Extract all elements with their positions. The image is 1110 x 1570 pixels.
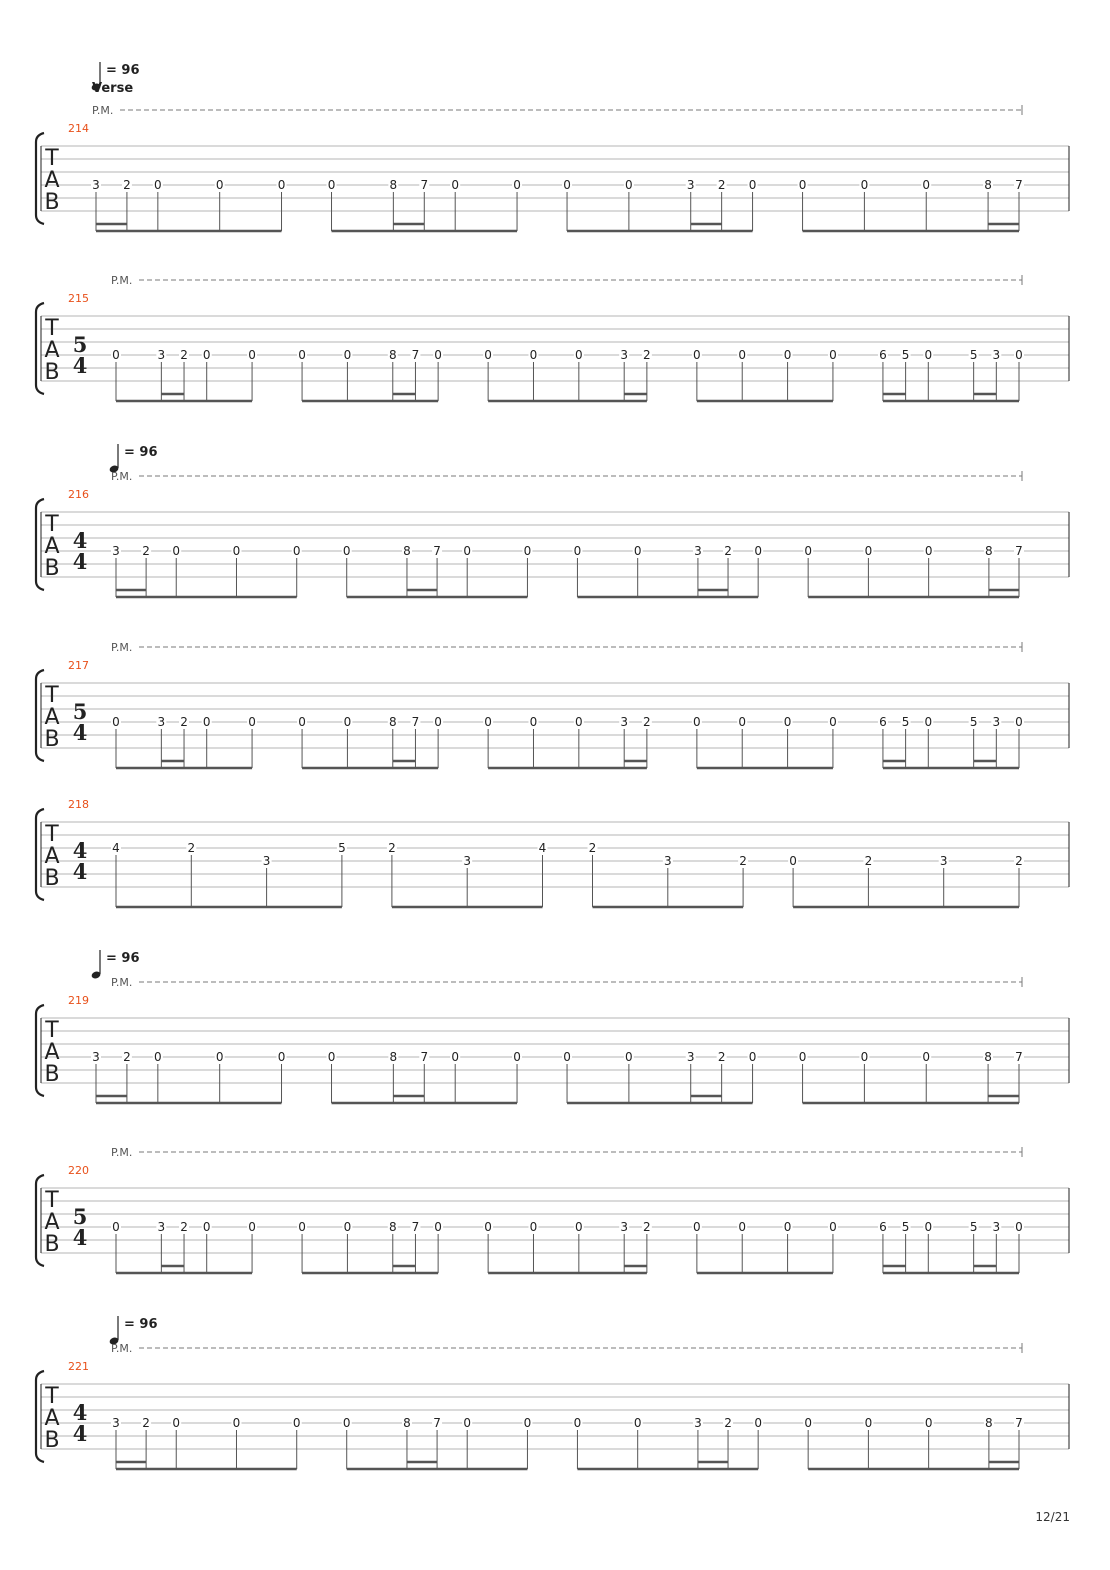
fret-number: 0 (864, 1416, 873, 1430)
fret-number: 0 (232, 1416, 241, 1430)
fret-number: 0 (563, 178, 571, 192)
fret-number: 0 (693, 715, 701, 729)
fret-number: 2 (588, 841, 597, 855)
tab-clef-letter: A (44, 1210, 60, 1235)
fret-number: 0 (625, 1050, 633, 1064)
fret-number: 0 (573, 544, 582, 558)
fret-number: 6 (879, 348, 887, 362)
system-bracket (36, 499, 44, 590)
fret-number: 2 (724, 544, 732, 558)
fret-number: 0 (924, 1416, 933, 1430)
fret-number: 2 (142, 544, 150, 558)
fret-number: 0 (924, 1220, 933, 1234)
fret-number: 3 (92, 1050, 100, 1064)
fret-number: 0 (625, 178, 633, 192)
fret-number: 0 (798, 178, 807, 192)
fret-number: 2 (180, 348, 188, 362)
bar-number: 217 (68, 659, 89, 672)
fret-number: 5 (901, 1220, 910, 1234)
fret-number: 2 (717, 1050, 726, 1064)
fret-number: 0 (343, 348, 352, 362)
palm-mute-label: P.M. (111, 976, 133, 989)
fret-number: 7 (1015, 544, 1023, 558)
fret-number: 7 (420, 178, 429, 192)
tab-clef-letter: B (44, 866, 60, 891)
fret-number: 2 (864, 854, 873, 868)
fret-number: 0 (860, 178, 869, 192)
fret-number: 0 (112, 348, 120, 362)
tab-clef-letter: T (45, 683, 59, 708)
bar-number: 214 (68, 122, 89, 135)
time-signature: 5 (72, 332, 88, 357)
fret-number: 3 (157, 715, 166, 729)
tab-clef-letter: T (45, 1018, 59, 1043)
fret-number: 0 (277, 178, 286, 192)
fret-number: 2 (643, 1220, 651, 1234)
fret-number: 0 (738, 715, 747, 729)
tempo-marking: = 96 (124, 1317, 158, 1332)
time-signature: 4 (72, 353, 88, 378)
fret-number: 0 (248, 348, 256, 362)
fret-number: 0 (513, 178, 521, 192)
fret-number: 2 (123, 178, 131, 192)
fret-number: 2 (724, 1416, 732, 1430)
fret-number: 0 (172, 544, 181, 558)
fret-number: 8 (984, 1050, 992, 1064)
fret-number: 4 (538, 841, 547, 855)
fret-number: 3 (620, 715, 629, 729)
fret-number: 0 (693, 348, 701, 362)
fret-number: 0 (1015, 1220, 1023, 1234)
fret-number: 0 (529, 1220, 538, 1234)
fret-number: 0 (575, 348, 583, 362)
fret-number: 0 (172, 1416, 181, 1430)
fret-number: 5 (969, 715, 978, 729)
fret-number: 8 (388, 715, 397, 729)
fret-number: 8 (985, 1416, 993, 1430)
tab-clef-letter: T (45, 1384, 59, 1409)
fret-number: 2 (123, 1050, 131, 1064)
system-bracket (36, 1371, 44, 1462)
fret-number: 0 (1015, 348, 1023, 362)
fret-number: 3 (992, 715, 1001, 729)
page-number: 12/21 (1035, 1510, 1070, 1524)
fret-number: 0 (154, 178, 162, 192)
tab-clef-letter: A (44, 844, 60, 869)
fret-number: 0 (523, 1416, 532, 1430)
palm-mute-label: P.M. (111, 274, 133, 287)
fret-number: 0 (754, 544, 762, 558)
fret-number: 0 (463, 1416, 472, 1430)
fret-number: 5 (901, 715, 910, 729)
fret-number: 8 (388, 348, 397, 362)
tab-clef-letter: A (44, 1040, 60, 1065)
fret-number: 0 (451, 178, 460, 192)
tab-clef-letter: T (45, 512, 59, 537)
fret-number: 0 (248, 1220, 256, 1234)
fret-number: 7 (411, 715, 420, 729)
fret-number: 0 (633, 1416, 642, 1430)
fret-number: 7 (1015, 1416, 1023, 1430)
fret-number: 0 (798, 1050, 807, 1064)
tab-clef-letter: B (44, 1062, 60, 1087)
time-signature: 5 (72, 699, 88, 724)
time-signature: 4 (72, 859, 88, 884)
fret-number: 3 (694, 1416, 702, 1430)
fret-number: 0 (924, 715, 933, 729)
time-signature: 4 (72, 528, 88, 553)
fret-number: 2 (180, 1220, 188, 1234)
fret-number: 0 (563, 1050, 571, 1064)
tab-clef-letter: B (44, 360, 60, 385)
fret-number: 0 (804, 1416, 812, 1430)
tab-system (36, 1146, 1069, 1273)
fret-number: 3 (112, 1416, 120, 1430)
fret-number: 0 (573, 1416, 582, 1430)
fret-number: 0 (748, 1050, 757, 1064)
fret-number: 8 (984, 178, 992, 192)
fret-number: 0 (215, 178, 224, 192)
tab-clef-letter: A (44, 338, 60, 363)
fret-number: 0 (112, 1220, 120, 1234)
fret-number: 2 (739, 854, 747, 868)
palm-mute-label: P.M. (111, 641, 133, 654)
fret-number: 0 (327, 178, 336, 192)
fret-number: 2 (643, 715, 651, 729)
fret-number: 6 (879, 1220, 887, 1234)
tempo-marking: = 96 (124, 445, 158, 460)
fret-number: 0 (434, 715, 442, 729)
bar-number: 221 (68, 1360, 89, 1373)
tab-clef-letter: A (44, 1406, 60, 1431)
fret-number: 8 (389, 178, 398, 192)
fret-number: 8 (389, 1050, 398, 1064)
fret-number: 0 (484, 348, 492, 362)
fret-number: 8 (388, 1220, 397, 1234)
tab-clef-letter: A (44, 168, 60, 193)
system-bracket (36, 1175, 44, 1266)
fret-number: 0 (575, 1220, 583, 1234)
fret-number: 0 (292, 1416, 301, 1430)
tab-clef-letter: B (44, 1232, 60, 1257)
fret-number: 0 (298, 1220, 306, 1234)
fret-number: 0 (202, 348, 211, 362)
tab-system (36, 950, 1069, 1103)
tab-clef-letter: B (44, 727, 60, 752)
fret-number: 2 (142, 1416, 150, 1430)
fret-number: 4 (112, 841, 120, 855)
fret-number: 0 (693, 1220, 701, 1234)
fret-number: 0 (342, 544, 351, 558)
tab-system (36, 274, 1069, 401)
tab-system (36, 62, 1069, 231)
fret-number: 2 (180, 715, 188, 729)
fret-number: 3 (157, 348, 166, 362)
fret-number: 0 (343, 1220, 352, 1234)
fret-number: 0 (829, 348, 837, 362)
fret-number: 0 (343, 715, 352, 729)
fret-number: 0 (804, 544, 812, 558)
fret-number: 3 (939, 854, 948, 868)
system-bracket (36, 670, 44, 761)
fret-number: 5 (338, 841, 346, 855)
fret-number: 8 (403, 544, 411, 558)
tempo-marking: = 96 (106, 63, 140, 78)
time-signature: 4 (72, 838, 88, 863)
fret-number: 3 (92, 178, 100, 192)
fret-number: 7 (1015, 178, 1023, 192)
system-bracket (36, 303, 44, 394)
fret-number: 3 (620, 1220, 629, 1234)
fret-number: 0 (529, 348, 538, 362)
time-signature: 4 (72, 549, 88, 574)
fret-number: 0 (298, 348, 306, 362)
fret-number: 0 (829, 715, 837, 729)
fret-number: 0 (451, 1050, 460, 1064)
fret-number: 0 (864, 544, 873, 558)
fret-number: 0 (154, 1050, 162, 1064)
fret-number: 6 (879, 715, 887, 729)
fret-number: 0 (738, 348, 747, 362)
fret-number: 0 (575, 715, 583, 729)
tab-system (36, 1316, 1069, 1469)
bar-number: 215 (68, 292, 89, 305)
tab-clef-letter: B (44, 556, 60, 581)
bar-number: 218 (68, 798, 89, 811)
fret-number: 7 (1015, 1050, 1023, 1064)
fret-number: 0 (202, 1220, 211, 1234)
fret-number: 0 (298, 715, 306, 729)
fret-number: 3 (463, 854, 472, 868)
bar-number: 216 (68, 488, 89, 501)
fret-number: 0 (783, 715, 792, 729)
fret-number: 0 (922, 1050, 931, 1064)
system-bracket (36, 133, 44, 224)
fret-number: 0 (523, 544, 532, 558)
fret-number: 3 (620, 348, 629, 362)
fret-number: 0 (789, 854, 797, 868)
tab-clef-letter: A (44, 705, 60, 730)
fret-number: 3 (686, 1050, 695, 1064)
section-label: Verse (92, 81, 134, 96)
tempo-marking: = 96 (106, 951, 140, 966)
fret-number: 0 (232, 544, 241, 558)
tab-clef-letter: B (44, 190, 60, 215)
fret-number: 8 (403, 1416, 411, 1430)
fret-number: 7 (420, 1050, 429, 1064)
fret-number: 7 (433, 544, 441, 558)
tab-clef-letter: A (44, 534, 60, 559)
fret-number: 5 (901, 348, 910, 362)
fret-number: 3 (157, 1220, 166, 1234)
palm-mute-label: P.M. (111, 1146, 133, 1159)
fret-number: 0 (292, 544, 301, 558)
fret-number: 0 (434, 1220, 442, 1234)
fret-number: 0 (215, 1050, 224, 1064)
tab-clef-letter: T (45, 822, 59, 847)
fret-number: 7 (433, 1416, 441, 1430)
fret-number: 3 (694, 544, 702, 558)
fret-number: 0 (112, 715, 120, 729)
fret-number: 0 (484, 715, 492, 729)
fret-number: 2 (1015, 854, 1023, 868)
tab-clef-letter: T (45, 316, 59, 341)
fret-number: 0 (924, 348, 933, 362)
tab-clef-letter: B (44, 1428, 60, 1453)
fret-number: 2 (187, 841, 196, 855)
fret-number: 0 (484, 1220, 492, 1234)
fret-number: 5 (969, 348, 978, 362)
bar-number: 220 (68, 1164, 89, 1177)
fret-number: 7 (411, 1220, 420, 1234)
fret-number: 0 (434, 348, 442, 362)
fret-number: 0 (860, 1050, 869, 1064)
fret-number: 2 (388, 841, 396, 855)
system-bracket (36, 1005, 44, 1096)
fret-number: 7 (411, 348, 420, 362)
fret-number: 0 (202, 715, 211, 729)
fret-number: 0 (463, 544, 472, 558)
fret-number: 3 (112, 544, 120, 558)
fret-number: 0 (738, 1220, 747, 1234)
fret-number: 0 (529, 715, 538, 729)
fret-number: 0 (829, 1220, 837, 1234)
bar-number: 219 (68, 994, 89, 1007)
fret-number: 0 (783, 1220, 792, 1234)
fret-number: 0 (513, 1050, 521, 1064)
fret-number: 3 (663, 854, 672, 868)
fret-number: 3 (686, 178, 695, 192)
fret-number: 0 (924, 544, 933, 558)
fret-number: 0 (633, 544, 642, 558)
fret-number: 8 (985, 544, 993, 558)
palm-mute-label: P.M. (111, 1342, 133, 1355)
palm-mute-label: P.M. (92, 104, 114, 117)
fret-number: 2 (643, 348, 651, 362)
system-bracket (36, 809, 44, 900)
tab-clef-letter: T (45, 1188, 59, 1213)
fret-number: 0 (342, 1416, 351, 1430)
fret-number: 5 (969, 1220, 978, 1234)
time-signature: 4 (72, 720, 88, 745)
fret-number: 3 (992, 1220, 1001, 1234)
fret-number: 3 (992, 348, 1001, 362)
fret-number: 0 (248, 715, 256, 729)
fret-number: 0 (922, 178, 931, 192)
tab-system (36, 641, 1069, 768)
time-signature: 5 (72, 1204, 88, 1229)
tab-clef-letter: T (45, 146, 59, 171)
time-signature: 4 (72, 1225, 88, 1250)
palm-mute-label: P.M. (111, 470, 133, 483)
fret-number: 3 (262, 854, 271, 868)
tab-system (36, 798, 1069, 907)
fret-number: 2 (717, 178, 726, 192)
time-signature: 4 (72, 1421, 88, 1446)
tab-system (36, 444, 1069, 597)
fret-number: 0 (327, 1050, 336, 1064)
fret-number: 0 (783, 348, 792, 362)
fret-number: 0 (748, 178, 757, 192)
fret-number: 0 (1015, 715, 1023, 729)
fret-number: 0 (277, 1050, 286, 1064)
time-signature: 4 (72, 1400, 88, 1425)
fret-number: 0 (754, 1416, 762, 1430)
